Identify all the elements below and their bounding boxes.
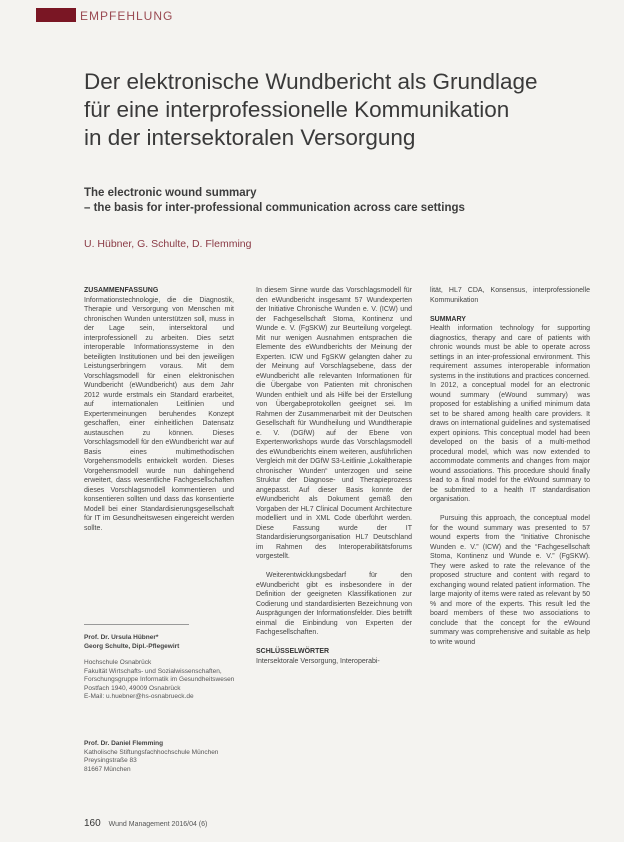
title-line: für eine interprofessionelle Kommunikation	[84, 97, 510, 122]
contact-divider	[84, 624, 189, 625]
summary-paragraph: Health information technology for supporting diagnostics, therapy and care of patients with chronic wounds must be able to operate across settings in an inter-professional environment. This requirement assumes interoperable information systems in the institutions and practices concerned. In 2012, a conceptual model for an electronic wound summary (eWound summary) was proposed for establishing a unified minimum data set to be shared among health care providers. It draws on international guidelines and systematised expert opinions. This conceptual model had been developed on the basis of a multi-method procedural model, which was now extended to accommodate comments and changes from major wound associations. This procedure should finally lead to a final model for the eWound summary to be submitted to a health IT standardisation organisation.	[430, 325, 590, 503]
contact-block-1	[84, 634, 244, 702]
body-paragraph: Weiterentwicklungsbedarf für den eWundbericht gibt es insbesondere in der Definition der geeigneten Klassifikationen zur Codierung und standardisierten Bezeichnung von Ausprägungen der Informationsfelder. Dies betrifft einmal die Einbindung von Experten der Fachgesellschaften.	[256, 572, 412, 636]
page-footer	[84, 818, 207, 829]
column-german-abstract	[84, 286, 234, 543]
page-number: 160	[84, 818, 101, 829]
subtitle-line: – the basis for inter-professional communication across care settings	[84, 202, 465, 214]
address-line: Postfach 1940, 49009 Osnabrück	[84, 684, 181, 692]
contact-name: Prof. Dr. Daniel Flemming	[84, 740, 164, 747]
contact-name: Georg Schulte, Dipl.-Pflegewirt	[84, 642, 180, 650]
article-authors: U. Hübner, G. Schulte, D. Flemming	[84, 238, 252, 250]
column-german-continued	[256, 286, 412, 666]
abstract-heading: ZUSAMMENFASSUNG	[84, 287, 159, 294]
body-paragraph: In diesem Sinne wurde das Vorschlagsmodell für den eWundbericht insgesamt 57 Wundexperten der Initiative Chronische Wunden e. V. (ICW) und der Fachgesellschaft Stoma, Kontinenz und Wunde e. V. (FgSKW) zur Beurteilung vorgelegt. Mit nur wenigen Ausnahmen entsprachen die Elemente des eWundberichts der Meinung der Experten. ICW und FgSKW gelangten daher zu der Meinung auf Vorschlagsebene, dass der eWundbericht alle relevanten Informationen für die Übergabe von Patienten mit chronischen Wunden enthielt und als Hilfe bei der Erstellung von Übergabeprotokollen geeignet sei. Im Rahmen der Zusammenarbeit mit der Deutschen Gesellschaft für Wundheilung und Wundtherapie e. V. (DGfW) auf der Ebene von Expertenworkshops wurde das Vorschlagsmodell des eWundberichts einem weiteren, ausführlichen Vergleich mit der DGfW S3-Leitlinie „Lokaltherapie chronischer Wunden“ unterzogen und seine Struktur der Diagnose- und Therapieprozess angepasst. Auf dieser Basis konnte der eWundbericht als Dokument gemäß den Vorgaben der HL7 Clinical Document Architecture modelliert und in XML Code überführt werden. Diese Fassung wurde der IT Standardisierungsorganisation HL7 Deutschland im Rahmen des Interoperabilitätsforums vorgestellt.	[256, 287, 413, 560]
title-line: in der intersektoralen Versorgung	[84, 125, 416, 150]
subtitle-line: The electronic wound summary	[84, 187, 257, 199]
keywords-heading: SCHLÜSSELWÖRTER	[256, 648, 330, 655]
email-link[interactable]: E-Mail: u.huebner@hs-osnabrueck.de	[84, 693, 194, 700]
journal-name: Wund Management 2016/04 (6)	[108, 821, 208, 828]
address-line: Fakultät Wirtschafts- und Sozialwissenschaften, Forschungsgruppe Informatik im Gesundheitswesen	[84, 667, 235, 683]
address-line: Katholische Stiftungsfachhochschule München	[84, 748, 219, 756]
address-line: Preysingstraße 83	[84, 757, 137, 764]
abstract-text: Informationstechnologie, die die Diagnostik, Therapie und Versorgung von Menschen mit chronischen Wunden unterstützen soll, muss in der Lage sein, intersektoral und interprofessionell zu arbeiten. Dies setzt interoperable Informationssysteme in den beteiligten Institutionen und bei den jeweiligen Leistungserbringern voraus. Mit dem Vorschlagsmodell für einen elektronischen Wundbericht (eWundbericht) aus dem Jahr 2012 wurde erstmals ein Standard erarbeitet, auf internationalen Leitlinien und Expertenmeinungen beruhendes Konzept geschaffen, einer einheitlichen Datensatz austauschen zu können. Dieses Vorschlagsmodell für den eWundbericht war auf Basis eines multimethodischen Vorgehensmodells entwickelt worden. Dieses Vorgehensmodell wurde nun dahingehend erweitert, dass wesentliche Fachgesellschaften dieses Vorschlagsmodell kommentieren und konsentieren sollten und dass das konsentierte Modell bei einer Standardisierungsgesellschaft für IT im Gesundheitswesen eingereicht werden sollte.	[84, 296, 234, 532]
section-label: EMPFEHLUNG	[80, 9, 174, 23]
article-title	[84, 68, 594, 152]
section-color-bar	[36, 8, 76, 22]
title-line: Der elektronische Wundbericht als Grundlage	[84, 69, 538, 94]
contact-name: Prof. Dr. Ursula Hübner*	[84, 634, 159, 641]
summary-paragraph: Pursuing this approach, the conceptual model for the wound summary was presented to 57 wound experts from the “Initiative Chronische Wunden e. V.” (ICW) and the “Fachgesellschaft Stoma, Kontinenz und Wunde e. V.” (FgSKW). They were asked to rate the relevance of the proposed structure and content with regard to exchanging wound related patient information. The large majority of items were rated as relevant by 50 % and more of the experts. This result led the board members of these two associations to conclude that the concept for the eWound summary was comprehensive and suitable as help to write wound	[430, 515, 590, 646]
contact-block-2	[84, 740, 244, 774]
article-subtitle	[84, 186, 594, 216]
address-line: Hochschule Osnabrück	[84, 659, 152, 666]
summary-heading: SUMMARY	[430, 315, 466, 323]
column-english-summary	[430, 286, 590, 657]
keywords-text: Intersektorale Versorgung, Interoperabi-	[256, 657, 380, 665]
keywords-continued: lität, HL7 CDA, Konsensus, interprofessionelle Kommunikation	[430, 287, 590, 304]
address-line: 81667 München	[84, 765, 131, 773]
